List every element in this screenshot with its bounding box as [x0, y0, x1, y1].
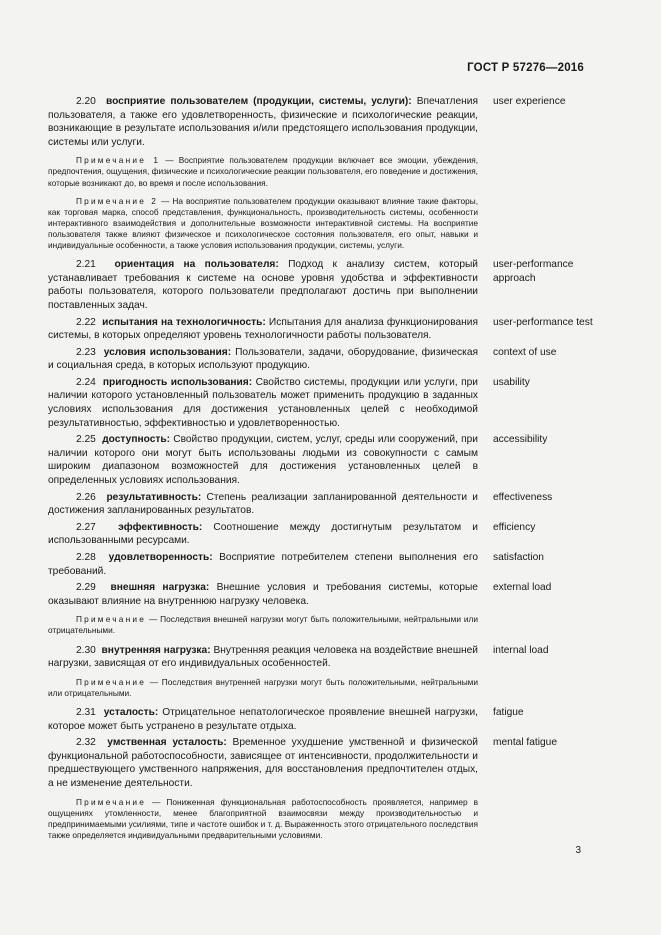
term-definition: 2.32 умственная усталость: Временное ухудшение умственной и физической функциональной работоспособности, зависящее от интенсивности, продолжительности и предшествующего умственного напряжения, для восстановления предпочтителен отдых, а не изменение деятельности.	[48, 737, 478, 789]
term-entry	[48, 491, 593, 518]
term-entry	[48, 95, 593, 149]
english-term: user-performance test	[493, 316, 593, 328]
english-term: efficiency	[493, 521, 536, 533]
term-entry	[48, 644, 593, 671]
term-entry	[48, 258, 593, 312]
term-definition: 2.23 условия использования: Пользователи, задачи, оборудование, физическая и социальная среда, в которых используют продукцию.	[48, 346, 479, 372]
english-term: internal load	[493, 644, 549, 656]
document-standard-number: ГОСТ Р 57276—2016	[467, 62, 584, 74]
english-term: fatigue	[493, 706, 524, 718]
english-term: external load	[493, 582, 552, 594]
term-definition: 2.21 ориентация на пользователя: Подход к анализу систем, который устанавливает требования к системе на основе уровня удобства и эффективности работы пользователя, которого пользователи предполагают достичь при выполнении поставленных задач.	[48, 259, 478, 311]
term-definition: 2.31 усталость: Отрицательное непатологическое проявление внешней нагрузки, которое может быть устранено в результате отдыха.	[48, 706, 478, 732]
term-definition: 2.25 доступность: Свойство продукции, систем, услуг, среды или сооружений, при наличии которого они могут быть использованы людьми из совокупности с самым широким диапазоном возможностей для достижения установленных целей в определенных условиях использования.	[48, 434, 478, 487]
term-entry	[48, 433, 593, 487]
english-term: usability	[493, 376, 530, 388]
term-definition: 2.24 пригодность использования: Свойство системы, продукции или услуги, при наличии которого установленный пользователь может применить продукцию в заданных условиях использования для достижения установленных целей с необходимой результативностью, эффективностью и удовлетворенностью.	[48, 376, 478, 429]
term-definition: 2.22 испытания на технологичность: Испытания для анализа функционирования системы, в которых определяют уровень технологичности работы пользователя.	[48, 316, 478, 342]
term-definition: 2.29 внешняя нагрузка: Внешние условия и требования системы, которые оказывают влияние на внутреннюю нагрузку человека.	[48, 582, 478, 607]
note: Примечание 1 — Восприятие пользователем продукции включает все эмоции, убеждения, предпочтения, ощущения, физические и психологические реакции пользователя, его поведение и достижения, которые возникают до, во время и после использования.	[48, 155, 479, 188]
term-entry	[48, 376, 593, 430]
page-number: 3	[575, 845, 581, 856]
term-entry	[48, 346, 593, 373]
term-entry	[48, 521, 593, 548]
english-term: mental fatigue	[493, 737, 557, 749]
note: Примечание — Последствия внутренней нагрузки могут быть положительными, нейтральными или отрицательными.	[48, 676, 478, 698]
note: Примечание — Последствия внешней нагрузки могут быть положительными, нейтральными или отрицательными.	[48, 614, 478, 636]
english-term: accessibility	[493, 434, 548, 446]
term-definition: 2.30 внутренняя нагрузка: Внутренняя реакция человека на воздействие внешней нагрузки, зависящая от его индивидуальных особенностей.	[48, 644, 478, 670]
english-term: context of use	[493, 346, 557, 358]
term-entry	[48, 706, 593, 733]
english-term: user experience	[493, 96, 566, 107]
term-entry	[48, 551, 593, 578]
term-entry	[48, 736, 593, 790]
term-definition: 2.27 эффективность: Соотношение между достигнутым результатом и использованными ресурсами.	[48, 521, 478, 547]
english-term: satisfaction	[493, 552, 544, 563]
term-definition: 2.28 удовлетворенность: Восприятие потребителем степени выполнения его требований.	[48, 552, 478, 577]
term-definition: 2.20 восприятие пользователем (продукции, системы, услуги): Впечатления пользователя, а также его удовлетворенность, физические и психологические реакции, возникающие в результате использования и/или предстоящего использования продукции, системы или услуги.	[48, 96, 478, 148]
term-entry	[48, 316, 593, 343]
note: Примечание — Пониженная функциональная работоспособность проявляется, например в ощущениях утомленности, менее благоприятной взаимосвязи между производительностью и предпринимаемыми усилиями, типе и частоте ошибок и т. д. Выраженность этого отрицательного последствия также определяется индивидуальными предварительными условиями.	[48, 796, 478, 840]
terms-section	[48, 95, 593, 848]
term-entry	[48, 581, 593, 608]
note: Примечание 2 — На восприятие пользователем продукции оказывают влияние такие факторы, как торговая марка, способ представления, функциональность, производительность системы, особенности интерактивного взаимодействия и дополнительные возможности интерактивной системы. На восприятие пользователя также влияют физическое и психологическое состояния пользователя, его опыт, навыки и индивидуальные особенности, а также условия использования продукции, системы, услуги.	[48, 195, 478, 251]
english-term: effectiveness	[493, 491, 553, 503]
term-definition: 2.26 результативность: Степень реализации запланированной деятельности и достижения запланированных результатов.	[48, 491, 478, 517]
english-term: user-performance approach	[493, 259, 574, 284]
